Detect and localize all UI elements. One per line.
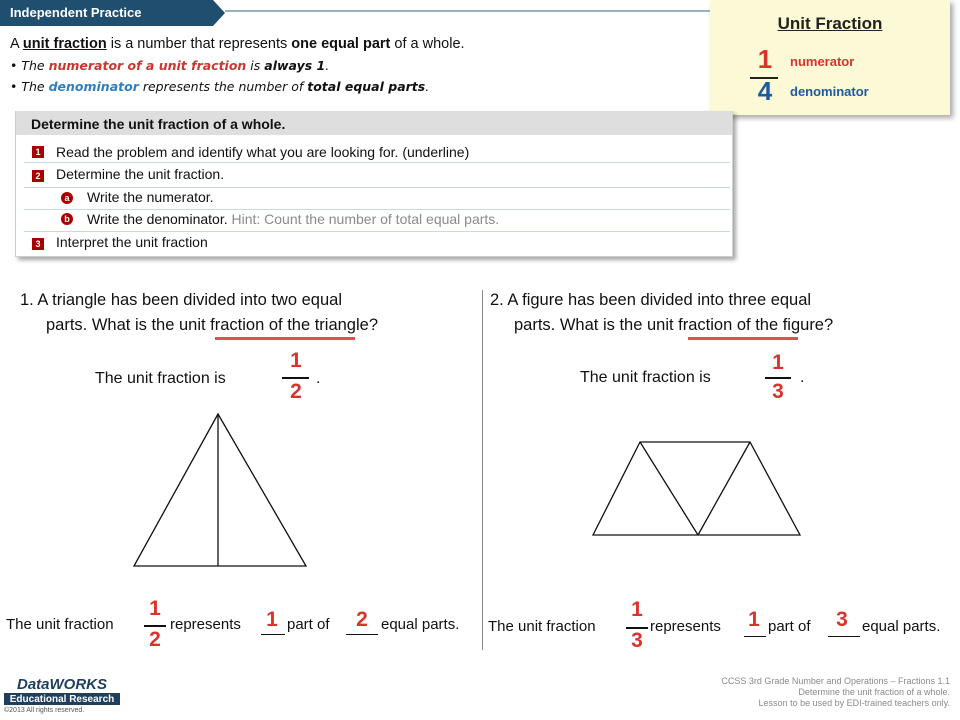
problem-1-line-2: parts. What is the unit fraction of the triangle? bbox=[46, 316, 379, 334]
problem-2-line-2: parts. What is the unit fraction of the figure? bbox=[514, 316, 834, 334]
step-2b-hint: Hint: Count the number of total equal parts. bbox=[231, 211, 500, 227]
note-numerator: 1 bbox=[757, 44, 773, 74]
ccss-line-2: Determine the unit fraction of a whole. bbox=[798, 687, 950, 697]
problem-1-numerator: 1 bbox=[290, 349, 302, 372]
problem-1-line-1: 1. A triangle has been divided into two equal bbox=[20, 291, 342, 309]
problem-1-fraction-prefix: The unit fraction is bbox=[95, 370, 226, 387]
problem-2-underline bbox=[688, 337, 798, 340]
step-2b-marker: b bbox=[61, 213, 73, 225]
problem-2-total-blank bbox=[828, 636, 860, 637]
problem-2-sentence-d: equal parts. bbox=[862, 618, 941, 635]
rule-line bbox=[24, 209, 730, 210]
problem-2-fraction-prefix: The unit fraction is bbox=[580, 369, 711, 386]
problem-2-sentence-c: part of bbox=[768, 618, 811, 635]
rule-line bbox=[24, 187, 730, 188]
problem-2-fraction-suffix: . bbox=[800, 369, 805, 386]
problem-1-total-blank bbox=[346, 634, 378, 635]
ccss-line-3: Lesson to be used by EDI-trained teachers only. bbox=[758, 698, 950, 708]
copyright: ©2013 All rights reserved. bbox=[4, 707, 85, 714]
step-2-marker: 2 bbox=[32, 170, 44, 182]
logo-text-top: DataWORKS bbox=[16, 676, 107, 693]
problem-1-part-answer: 1 bbox=[266, 608, 278, 631]
problem-1-part-blank bbox=[261, 634, 285, 635]
step-3-text: Interpret the unit fraction bbox=[56, 234, 208, 250]
column-divider bbox=[482, 290, 483, 650]
problem-2-numerator: 1 bbox=[772, 351, 784, 374]
note-numerator-label: numerator bbox=[790, 54, 855, 69]
problem-2-total-answer: 3 bbox=[836, 608, 848, 631]
problem-1-sentence-d: equal parts. bbox=[381, 616, 460, 633]
rule-line bbox=[24, 231, 730, 232]
unit-fraction-term: unit fraction bbox=[22, 36, 107, 52]
problem-2-fraction-bar bbox=[765, 377, 791, 379]
problem-2-sentence-b: represents bbox=[650, 618, 721, 635]
header-rule bbox=[225, 10, 725, 12]
definition-line-2: • The numerator of a unit fraction is always 1. bbox=[10, 58, 330, 73]
triangle-outline bbox=[134, 414, 306, 566]
triangle-figure bbox=[130, 410, 310, 570]
problem-1-sentence-denominator: 2 bbox=[149, 628, 161, 651]
problem-1-fraction-bar bbox=[282, 377, 309, 379]
trapezoid-figure bbox=[588, 438, 804, 538]
problem-2-part-answer: 1 bbox=[748, 608, 760, 631]
note-title: Unit Fraction bbox=[777, 14, 883, 33]
problem-1-sentence-a: The unit fraction bbox=[6, 616, 114, 633]
problem-2-line-1: 2. A figure has been divided into three equal bbox=[490, 291, 812, 309]
ccss-line-1: CCSS 3rd Grade Number and Operations – Fractions 1.1 bbox=[721, 676, 950, 686]
problem-1-sentence-b: represents bbox=[170, 616, 241, 633]
step-3-marker: 3 bbox=[32, 238, 44, 250]
problem-1-sentence-bar bbox=[144, 625, 166, 627]
definition-line-1: A unit fraction is a number that represents one equal part of a whole. bbox=[10, 36, 465, 52]
step-2-text: Determine the unit fraction. bbox=[56, 166, 225, 182]
ccss-footer bbox=[590, 676, 950, 709]
rule-line bbox=[24, 162, 730, 163]
step-2a-marker: a bbox=[61, 192, 73, 204]
note-denominator: 4 bbox=[757, 76, 773, 106]
problem-1-total-answer: 2 bbox=[356, 608, 368, 631]
trapezoid-divider-left bbox=[640, 442, 698, 535]
problem-2-denominator: 3 bbox=[772, 380, 784, 403]
problem-2-part-blank bbox=[744, 636, 766, 637]
trapezoid-outline bbox=[593, 442, 800, 535]
definition-line-3: • The denominator represents the number of total equal parts. bbox=[10, 79, 430, 94]
problem-2-sentence-denominator: 3 bbox=[631, 629, 643, 652]
step-2b-text: Write the denominator. Hint: Count the number of total equal parts. bbox=[87, 211, 500, 227]
problem-1-sentence-numerator: 1 bbox=[149, 597, 161, 620]
logo-text-bottom: Educational Research bbox=[9, 694, 115, 705]
trapezoid-divider-right bbox=[698, 442, 750, 535]
note-denominator-label: denominator bbox=[790, 84, 869, 99]
problem-1-sentence-c: part of bbox=[287, 616, 330, 633]
problem-2-sentence-a: The unit fraction bbox=[488, 618, 596, 635]
step-2a-text: Write the numerator. bbox=[87, 189, 214, 205]
problem-1-fraction-suffix: . bbox=[316, 370, 321, 387]
steps-title: Determine the unit fraction of a whole. bbox=[31, 116, 286, 132]
problem-2-sentence-numerator: 1 bbox=[631, 598, 643, 621]
header-tab-label: Independent Practice bbox=[10, 5, 142, 20]
problem-1-denominator: 2 bbox=[290, 380, 302, 403]
step-1-text: Read the problem and identify what you are looking for. (underline) bbox=[56, 144, 470, 160]
problem-1-underline bbox=[215, 337, 355, 340]
step-1-marker: 1 bbox=[32, 146, 44, 158]
